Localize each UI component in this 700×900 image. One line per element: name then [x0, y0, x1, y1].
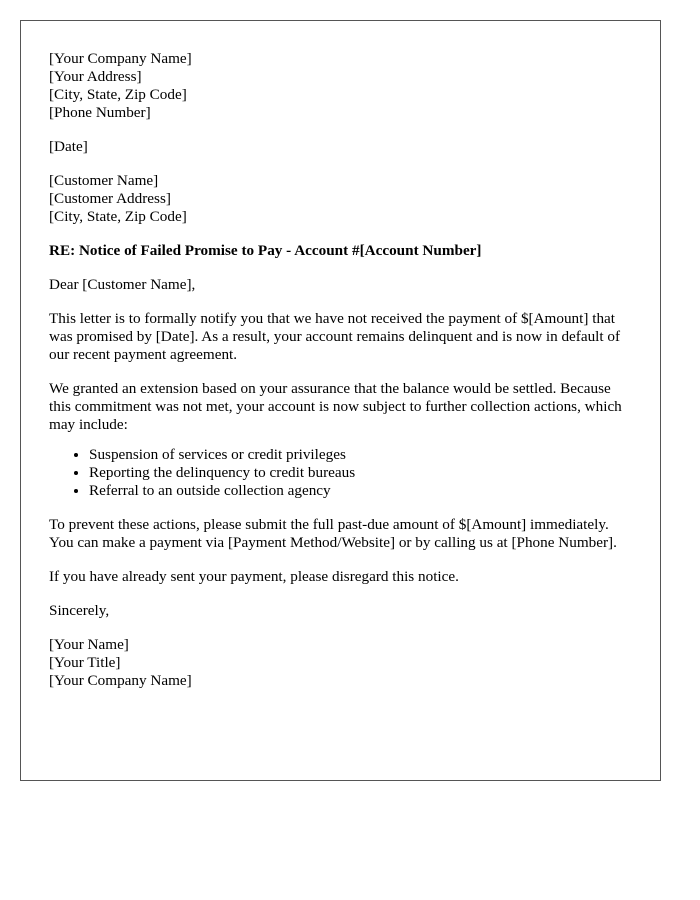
body-paragraph-2: We granted an extension based on your assurance that the balance would be settled. Because this commitment was not met, your account is now subject to further collection actions, which may include: — [49, 380, 622, 433]
recipient-city-state-zip: [City, State, Zip Code] — [49, 208, 187, 225]
list-item: • Suspension of services or credit privileges — [89, 446, 632, 464]
signature-title: [Your Title] — [49, 654, 121, 671]
body-paragraph-3: To prevent these actions, please submit the full past-due amount of $[Amount] immediately. You can make a payment via [Payment Method/Website] or by calling us at [Phone Number]. — [49, 516, 617, 551]
sender-company: [Your Company Name] — [49, 50, 192, 67]
recipient-address: [Customer Address] — [49, 190, 171, 207]
sender-address: [Your Address] — [49, 68, 142, 85]
salutation: Dear [Customer Name], — [49, 276, 196, 293]
signature-name: [Your Name] — [49, 636, 129, 653]
signature-company: [Your Company Name] — [49, 672, 192, 689]
collection-actions-list — [49, 446, 632, 500]
sender-phone: [Phone Number] — [49, 104, 151, 121]
subject-line: RE: Notice of Failed Promise to Pay - Account #[Account Number] — [49, 242, 482, 259]
letter-page — [20, 20, 661, 781]
sender-address-block — [49, 50, 632, 122]
letter-date: [Date] — [49, 138, 88, 155]
body-paragraph-4: If you have already sent your payment, please disregard this notice. — [49, 568, 459, 585]
sender-city-state-zip: [City, State, Zip Code] — [49, 86, 187, 103]
recipient-address-block — [49, 172, 632, 226]
list-item: • Reporting the delinquency to credit bureaus — [89, 464, 632, 482]
body-paragraph-1: This letter is to formally notify you that we have not received the payment of $[Amount] that was promised by [Date]. As a result, your account remains delinquent and is now in default of our recent payment agreement. — [49, 310, 621, 363]
list-item: • Referral to an outside collection agency — [89, 482, 632, 500]
signature-block — [49, 636, 632, 690]
closing: Sincerely, — [49, 602, 110, 619]
recipient-name: [Customer Name] — [49, 172, 159, 189]
